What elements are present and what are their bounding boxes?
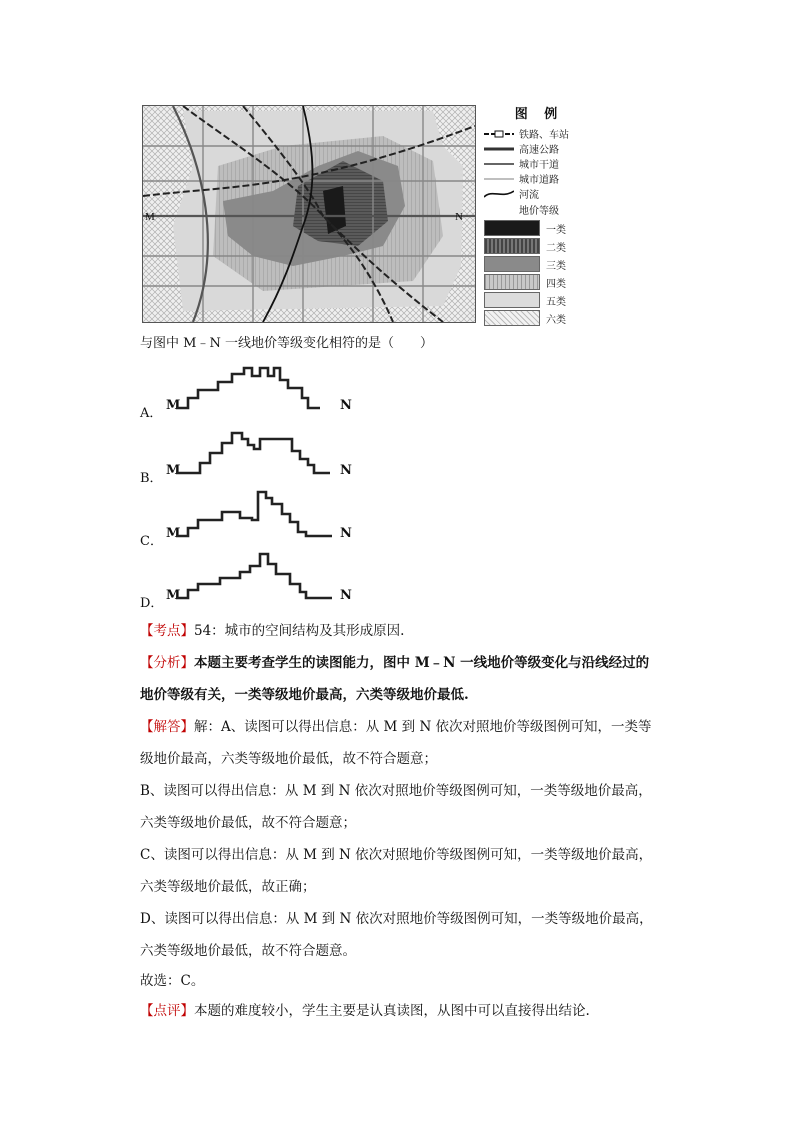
grade-3-label: 三类 <box>546 260 566 272</box>
dianping-line <box>140 999 590 1019</box>
legend-highway <box>484 141 594 156</box>
railway-icon <box>484 129 514 139</box>
option-d-m: M <box>166 588 181 603</box>
legend-highway-label: 高速公路 <box>519 145 559 156</box>
option-c-label: C． <box>140 534 163 549</box>
legend-grade-5 <box>484 291 594 309</box>
jieda-text-2: 级地价最高，六类等级地价最低，故不符合题意； <box>140 751 437 767</box>
option-b-n: N <box>340 463 352 478</box>
map-drawing <box>143 106 475 322</box>
jieda-text-1: 解：A、读图可以得出信息：从 M 到 N 依次对照地价等级图例可知，一类等 <box>194 719 652 735</box>
legend-grade-2 <box>484 237 594 255</box>
answer-b-line-1: B、读图可以得出信息：从 M 到 N 依次对照地价等级图例可知，一类等级地价最高， <box>140 783 652 799</box>
dianping-text: 本题的难度较小，学生主要是认真读图，从图中可以直接得出结论. <box>194 1003 590 1019</box>
question-text: 与图中 M﹣N 一线地价等级变化相符的是（ ） <box>140 336 433 351</box>
fenxi-text-2: 地价等级有关，一类等级地价最高，六类等级地价最低. <box>140 687 469 703</box>
legend-railway <box>484 126 594 141</box>
option-a-n: N <box>340 398 352 413</box>
answer-d-line-2: 六类等级地价最低，故不符合题意。 <box>140 943 356 959</box>
grade-1-swatch <box>484 220 540 236</box>
answer-b-line-2: 六类等级地价最低，故不符合题意； <box>140 815 356 831</box>
legend-street-label: 城市道路 <box>519 175 559 186</box>
legend-river-label: 河流 <box>519 190 539 201</box>
legend-grade-6 <box>484 309 594 327</box>
legend-main-road-label: 城市干道 <box>519 160 559 171</box>
map-label-n: N <box>455 211 463 223</box>
answer-d-line-1: D、读图可以得出信息：从 M 到 N 依次对照地价等级图例可知，一类等级地价最高， <box>140 911 653 927</box>
map-legend <box>484 103 594 327</box>
option-c-profile-line <box>140 488 370 548</box>
final-answer: 故选：C。 <box>140 973 205 989</box>
option-d-label: D． <box>140 596 164 611</box>
river-icon <box>484 189 514 199</box>
option-a-label: A． <box>140 406 163 421</box>
grade-2-swatch <box>484 238 540 254</box>
fenxi-tag: 【分析】 <box>140 655 194 671</box>
fenxi-text-1: 本题主要考查学生的读图能力，图中 M﹣N 一线地价等级变化与沿线经过的 <box>194 655 650 671</box>
kaodian-text: 54：城市的空间结构及其形成原因. <box>194 623 405 639</box>
option-d-profile-line <box>140 550 370 610</box>
highway-icon <box>484 144 514 154</box>
option-c <box>140 488 370 548</box>
kaodian-tag: 【考点】 <box>140 623 194 639</box>
map-label-m: M <box>145 211 155 223</box>
option-b <box>140 425 370 485</box>
answer-c-line-1: C、读图可以得出信息：从 M 到 N 依次对照地价等级图例可知，一类等级地价最高， <box>140 847 653 863</box>
legend-title: 图 例 <box>514 107 564 122</box>
legend-grade-1 <box>484 219 594 237</box>
legend-main-road <box>484 156 594 171</box>
jieda-tag: 【解答】 <box>140 719 194 735</box>
legend-grade-3 <box>484 255 594 273</box>
grade-4-label: 四类 <box>546 278 566 290</box>
grade-6-label: 六类 <box>546 314 566 326</box>
answer-c-line-2: 六类等级地价最低，故正确； <box>140 879 316 895</box>
option-a-profile-line <box>140 360 370 420</box>
legend-grade-title: 地价等级 <box>519 206 559 217</box>
option-d-n: N <box>340 588 352 603</box>
option-a-m: M <box>166 398 181 413</box>
grade-6-swatch <box>484 310 540 326</box>
land-price-map <box>142 105 476 323</box>
grade-1-label: 一类 <box>546 224 566 236</box>
legend-railway-label: 铁路、车站 <box>519 130 569 141</box>
grade-5-label: 五类 <box>546 296 566 308</box>
legend-river <box>484 186 594 201</box>
dianping-tag: 【点评】 <box>140 1003 194 1019</box>
option-c-m: M <box>166 526 181 541</box>
legend-grade-4 <box>484 273 594 291</box>
grade-5-swatch <box>484 292 540 308</box>
fenxi-line-1 <box>140 651 649 671</box>
grade-3-swatch <box>484 256 540 272</box>
option-b-profile-line <box>140 425 370 485</box>
grade-4-swatch <box>484 274 540 290</box>
option-b-label: B． <box>140 471 163 486</box>
option-c-n: N <box>340 526 352 541</box>
main-road-icon <box>484 159 514 169</box>
option-a <box>140 360 370 420</box>
jieda-line-1 <box>140 715 652 735</box>
grade-2-label: 二类 <box>546 242 566 254</box>
kaodian-line <box>140 619 404 639</box>
option-d <box>140 550 370 610</box>
option-b-m: M <box>166 463 181 478</box>
street-icon <box>484 174 514 184</box>
legend-street <box>484 171 594 186</box>
